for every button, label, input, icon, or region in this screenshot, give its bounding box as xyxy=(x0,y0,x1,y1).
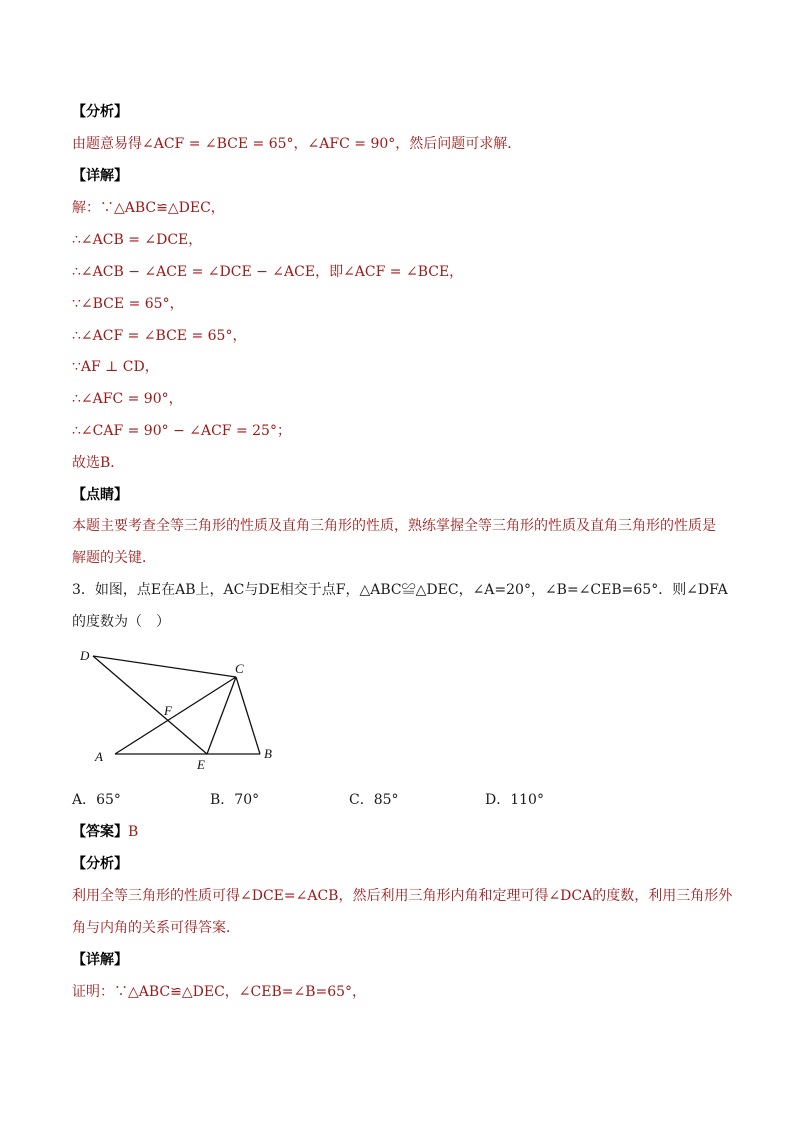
label-D: D xyxy=(80,648,90,663)
detail-step: 解：∵△ABC≌△DEC， xyxy=(72,200,225,216)
analysis-text: 由题意易得∠ACF = ∠BCE = 65°，∠AFC = 90°，然后问题可求解． xyxy=(72,136,522,152)
label-B: B xyxy=(264,746,272,761)
segment-CB xyxy=(236,677,260,754)
q3-analysis-heading: 【分析】 xyxy=(72,856,128,872)
q3-detail-heading: 【详解】 xyxy=(72,952,128,968)
detail-step: ∴∠CAF = 90° − ∠ACF = 25°； xyxy=(72,423,291,439)
detail-step: ∴∠ACF = ∠BCE = 65°， xyxy=(72,328,247,344)
comment-text-line1: 本题主要考查全等三角形的性质及直角三角形的性质，熟练掌握全等三角形的性质及直角三角形的性质是 xyxy=(72,518,716,534)
question-3-line2: 的度数为（ ） xyxy=(72,614,170,630)
analysis-heading: 【分析】 xyxy=(72,104,128,120)
answer-line xyxy=(72,822,138,842)
label-F: F xyxy=(164,703,172,718)
detail-conclusion: 故选B． xyxy=(72,455,125,471)
comment-text-line2: 解题的关键． xyxy=(72,550,156,566)
segment-AC xyxy=(115,677,236,754)
comment-heading: 【点睛】 xyxy=(72,487,128,503)
option-d: D．110° xyxy=(485,792,544,808)
detail-heading: 【详解】 xyxy=(72,168,128,184)
detail-step: ∵∠BCE = 65°， xyxy=(72,296,184,312)
detail-step: ∴∠AFC = 90°， xyxy=(72,391,183,407)
q3-detail-line1: 证明：∵△ABC≌△DEC，∠CEB=∠B=65°， xyxy=(72,984,367,1000)
question-3-line1: 3．如图，点E在AB上，AC与DE相交于点F，△ABC≌△DEC，∠A=20°，∠B=∠CEB=65°．则∠DFA xyxy=(72,582,728,598)
answer-value: B xyxy=(128,824,139,840)
option-b: B．70° xyxy=(210,792,260,808)
segment-CE xyxy=(207,677,236,754)
label-A: A xyxy=(95,749,103,764)
option-c: C．85° xyxy=(349,792,399,808)
answer-heading: 【答案】 xyxy=(72,824,128,840)
label-E: E xyxy=(197,757,205,772)
detail-step: ∵AF ⊥ CD， xyxy=(72,359,159,375)
detail-step: ∴∠ACB = ∠DCE， xyxy=(72,232,203,248)
q3-analysis-line1: 利用全等三角形的性质可得∠DCE=∠ACB，然后利用三角形内角和定理可得∠DCA的度数，利用三角形外 xyxy=(72,888,733,904)
option-a: A．65° xyxy=(72,792,121,808)
detail-step: ∴∠ACB − ∠ACE = ∠DCE − ∠ACE，即∠ACF = ∠BCE， xyxy=(72,264,464,280)
q3-analysis-line2: 角与内角的关系可得答案． xyxy=(72,920,240,936)
label-C: C xyxy=(235,661,244,676)
geometry-figure xyxy=(70,640,290,780)
